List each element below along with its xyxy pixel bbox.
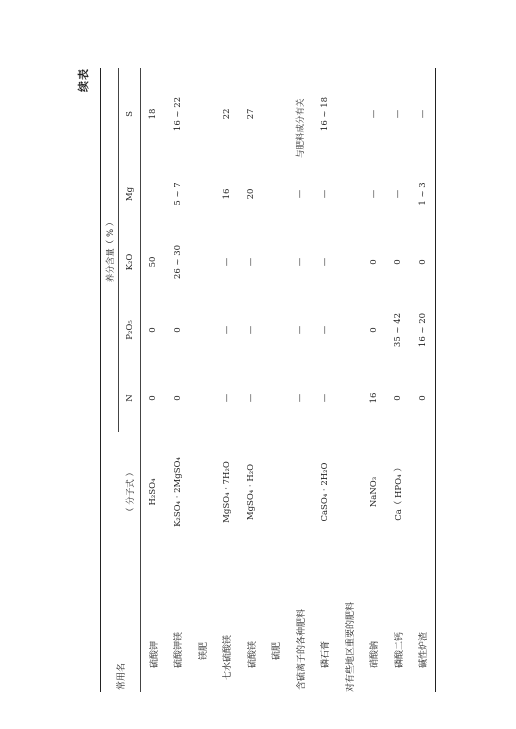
row-n: — (221, 393, 232, 403)
row-k2o: 0 (417, 259, 428, 265)
row-s: 与肥料成分有关 (296, 98, 307, 158)
row-mg: 16 (221, 188, 232, 200)
row-formula (337, 432, 362, 552)
header-formula: （ 分子式 ） (101, 432, 141, 552)
row-formula (190, 432, 215, 552)
row-p2o5: 0 (148, 327, 159, 333)
row-s: — (417, 109, 428, 119)
row-k2o: — (319, 257, 330, 267)
row-mg (264, 160, 289, 228)
row-name: 硫肥 (272, 641, 283, 660)
row-k2o (337, 228, 362, 296)
header-name: 常用名 (101, 552, 141, 692)
table-row (337, 68, 362, 692)
row-formula: H₂SO₄ (148, 478, 159, 506)
row-mg: — (295, 189, 306, 199)
continued-table-label: 续表 (77, 68, 90, 92)
row-p2o5: — (246, 325, 257, 335)
row-mg: 20 (246, 188, 257, 200)
header-k2o: K₂O (119, 228, 141, 296)
table-row (141, 68, 166, 692)
row-name: 磷酸二钙 (394, 631, 405, 668)
table-row (166, 68, 191, 692)
row-k2o: 50 (148, 256, 159, 268)
row-n (264, 364, 289, 432)
header-p2o5: P₂O₅ (119, 296, 141, 364)
row-n: 0 (148, 395, 159, 401)
row-s (190, 68, 215, 160)
row-name: 对有些地区重要的肥料 (345, 601, 356, 692)
row-p2o5 (264, 296, 289, 364)
row-k2o: — (221, 257, 232, 267)
row-s: 27 (246, 108, 257, 120)
row-formula: NaNO₃ (368, 476, 379, 508)
row-name: 硫酸钾 (149, 640, 160, 668)
row-mg: — (319, 189, 330, 199)
row-name: 磷石膏 (321, 640, 332, 668)
table-row (362, 68, 387, 692)
row-n: 0 (172, 395, 183, 401)
row-formula (288, 432, 313, 552)
table-row (288, 68, 313, 692)
table-row (190, 68, 215, 692)
row-n: 0 (417, 395, 428, 401)
row-s (337, 68, 362, 160)
row-k2o: 0 (393, 259, 404, 265)
header-mg: Mg (119, 160, 141, 228)
table-row (215, 68, 240, 692)
row-p2o5: — (295, 325, 306, 335)
table-row (386, 68, 411, 692)
table-row (239, 68, 264, 692)
row-p2o5: 35 ~ 42 (393, 312, 404, 348)
row-formula (411, 432, 436, 552)
row-mg: 5 ~ 7 (172, 182, 183, 206)
row-formula: MgSO₄ · H₂O (246, 463, 257, 521)
header-nutrient-group: 养分含量（ % ） (101, 68, 119, 432)
header-s: S (119, 68, 141, 160)
row-s: 16 ~ 22 (172, 96, 183, 132)
row-name: 镁肥 (198, 641, 209, 660)
row-mg (337, 160, 362, 228)
table-row (313, 68, 338, 692)
row-n: — (295, 393, 306, 403)
row-name: 碱性炉渣 (419, 631, 430, 668)
row-name: 硫酸镁 (247, 640, 258, 668)
row-p2o5: — (221, 325, 232, 335)
row-name: 七水硫酸镁 (223, 634, 234, 680)
fertilizer-table (100, 68, 436, 692)
row-mg: — (368, 189, 379, 199)
row-n (337, 364, 362, 432)
header-row-1 (101, 68, 119, 692)
row-mg: 1 ~ 3 (417, 182, 428, 206)
row-k2o: 26 ~ 30 (172, 244, 183, 280)
table-row (411, 68, 436, 692)
row-k2o: 0 (368, 259, 379, 265)
row-p2o5: 16 ~ 20 (417, 312, 428, 348)
row-p2o5 (337, 296, 362, 364)
row-s: 22 (221, 108, 232, 120)
row-name: 硝酸钠 (370, 640, 381, 668)
row-p2o5: 0 (368, 327, 379, 333)
row-p2o5: — (319, 325, 330, 335)
row-mg (190, 160, 215, 228)
rotated-page (77, 68, 430, 692)
row-mg: — (393, 189, 404, 199)
row-formula: MgSO₄ · 7H₂O (221, 461, 232, 523)
row-formula: Ca（ HPO₄ ） (394, 463, 405, 521)
row-k2o (264, 228, 289, 296)
row-s: — (368, 109, 379, 119)
row-s: — (393, 109, 404, 119)
row-s: 18 (148, 108, 159, 120)
row-name: 含硫离子的各种肥料 (296, 608, 307, 690)
row-formula: K₂SO₄ · 2MgSO₄ (172, 457, 183, 527)
row-n: — (319, 393, 330, 403)
row-s (264, 68, 289, 160)
row-n: — (246, 393, 257, 403)
row-p2o5 (190, 296, 215, 364)
row-n (190, 364, 215, 432)
row-name: 硫酸钾镁 (174, 631, 185, 668)
row-s: 16 ~ 18 (319, 96, 330, 132)
row-formula: CaSO₄ · 2H₂O (319, 462, 330, 522)
table-row (264, 68, 289, 692)
row-formula (264, 432, 289, 552)
row-k2o: — (295, 257, 306, 267)
row-n: 0 (393, 395, 404, 401)
row-mg (141, 160, 166, 228)
header-n: N (119, 364, 141, 432)
row-n: 16 (368, 392, 379, 404)
row-k2o: — (246, 257, 257, 267)
row-p2o5: 0 (172, 327, 183, 333)
row-k2o (190, 228, 215, 296)
bottom-rule (436, 68, 437, 692)
